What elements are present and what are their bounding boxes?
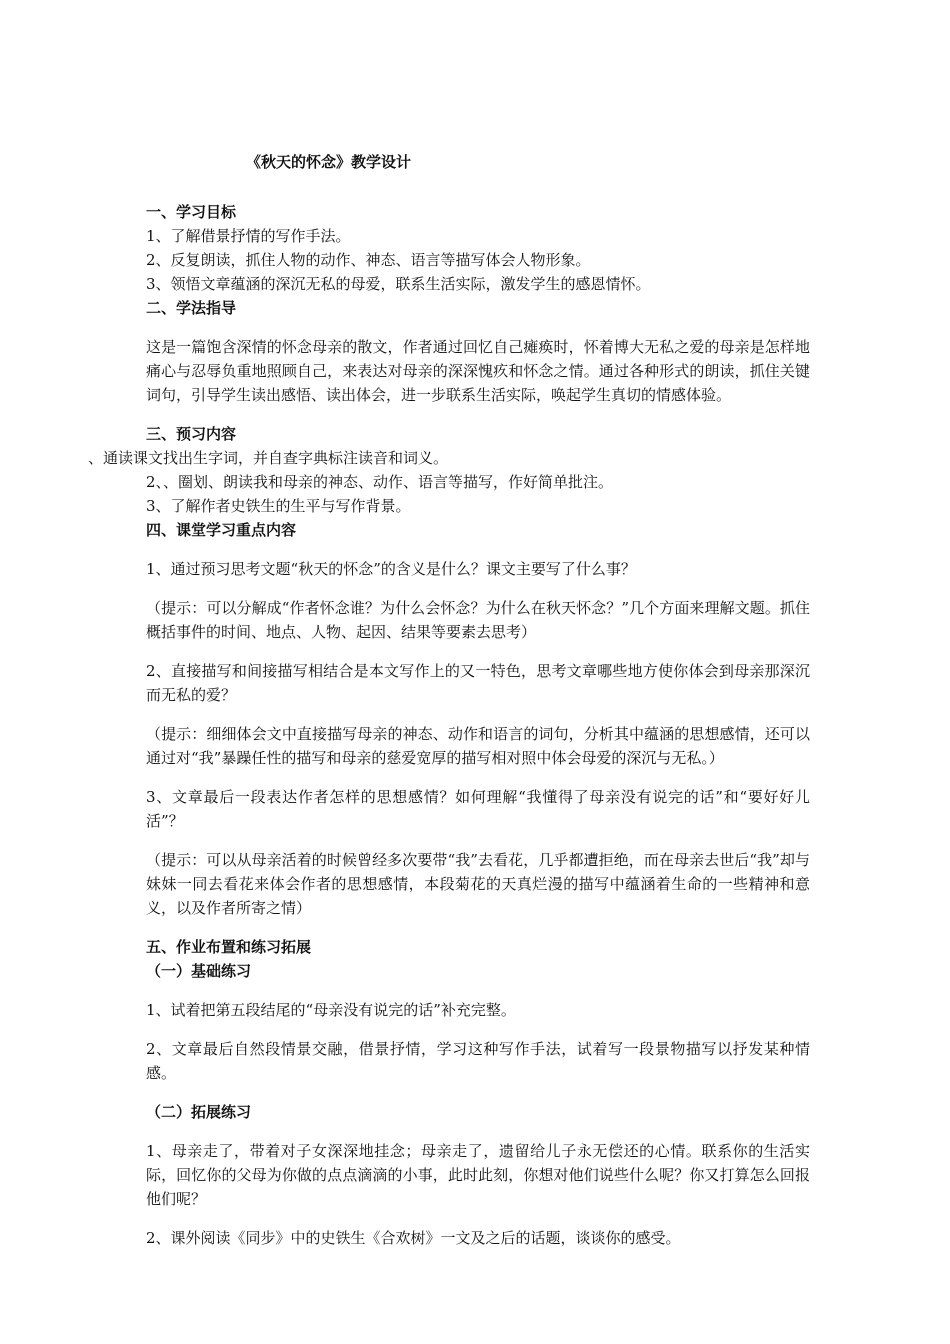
section-heading-goals: 一、学习目标: [146, 203, 237, 221]
basic-item-1: 1、试着把第五段结尾的“母亲没有说完的话”补充完整。: [146, 1001, 516, 1019]
preview-item: 、通读课文找出生字词，并自查字典标注读音和词义。: [88, 449, 449, 467]
extended-item-1: 1、母亲走了，带着对子女深深地挂念；母亲走了，遗留给儿子永无偿还的心情。联系你的生活实际，回忆你的父母为你做的点点滴滴的小事，此时此刻，你想对他们说些什么呢？你又打算怎么回报他们呢？: [146, 1142, 810, 1208]
method-paragraph: 这是一篇饱含深情的怀念母亲的散文，作者通过回忆自己瘫痪时，怀着博大无私之爱的母亲是怎样地痛心与忍辱负重地照顾自己，来表达对母亲的深深愧疚和怀念之情。通过各种形式的朗读，抓住关键词句，引导学生读出感悟、读出体会，进一步联系生活实际，唤起学生真切的情感体验。: [146, 338, 810, 404]
hint-2: （提示：细细体会文中直接描写母亲的神态、动作和语言的词句，分析其中蕴涵的思想感情，还可以通过对“我”暴躁任性的描写和母亲的慈爱宽厚的描写相对照中体会母爱的深沉与无私。）: [146, 725, 810, 767]
goal-item: 1、了解借景抒情的写作手法。: [146, 227, 351, 245]
subheading-extended-practice: （二）拓展练习: [146, 1103, 252, 1121]
document-body: [88, 200, 810, 1265]
hint-3: （提示：可以从母亲活着的时候曾经多次要带“我”去看花，几乎都遭拒绝，而在母亲去世后“我”却与妹妹一同去看花来体会作者的思想感情，本段菊花的天真烂漫的描写中蕴涵着生命的一些精神和意义，以及作者所寄之情）: [146, 851, 810, 917]
preview-item: 3、了解作者史铁生的生平与写作背景。: [146, 497, 411, 515]
hint-1: （提示：可以分解成“作者怀念谁？为什么会怀念？为什么在秋天怀念？”几个方面来理解文题。抓住概括事件的时间、地点、人物、起因、结果等要素去思考）: [146, 599, 810, 641]
section-heading-preview: 三、预习内容: [146, 425, 237, 443]
question-1: 1、通过预习思考文题“秋天的怀念”的含义是什么？课文主要写了什么事？: [146, 560, 636, 578]
section-heading-key-content: 四、课堂学习重点内容: [146, 521, 297, 539]
subheading-basic-practice: （一）基础练习: [146, 962, 252, 980]
question-2: 2、直接描写和间接描写相结合是本文写作上的又一特色，思考文章哪些地方使你体会到母亲那深沉而无私的爱？: [146, 662, 810, 704]
document-title: 《秋天的怀念》教学设计: [246, 153, 412, 171]
goal-item: 2、反复朗读，抓住人物的动作、神态、语言等描写体会人物形象。: [146, 251, 591, 269]
question-3: 3、文章最后一段表达作者怎样的思想感情？如何理解“我懂得了母亲没有说完的话”和“要好好儿活”？: [146, 788, 810, 830]
section-heading-homework: 五、作业布置和练习拓展: [146, 938, 312, 956]
section-heading-method: 二、学法指导: [146, 299, 237, 317]
basic-item-2: 2、文章最后自然段情景交融，借景抒情，学习这种写作手法，试着写一段景物描写以抒发某种情感。: [146, 1040, 810, 1082]
preview-item: 2、、圈划、朗读我和母亲的神态、动作、语言等描写，作好简单批注。: [146, 473, 614, 491]
goal-item: 3、领悟文章蕴涵的深沉无私的母爱，联系生活实际，激发学生的感恩情怀。: [146, 275, 651, 293]
extended-item-2: 2、课外阅读《同步》中的史铁生《合欢树》一文及之后的话题，谈谈你的感受。: [146, 1229, 681, 1247]
